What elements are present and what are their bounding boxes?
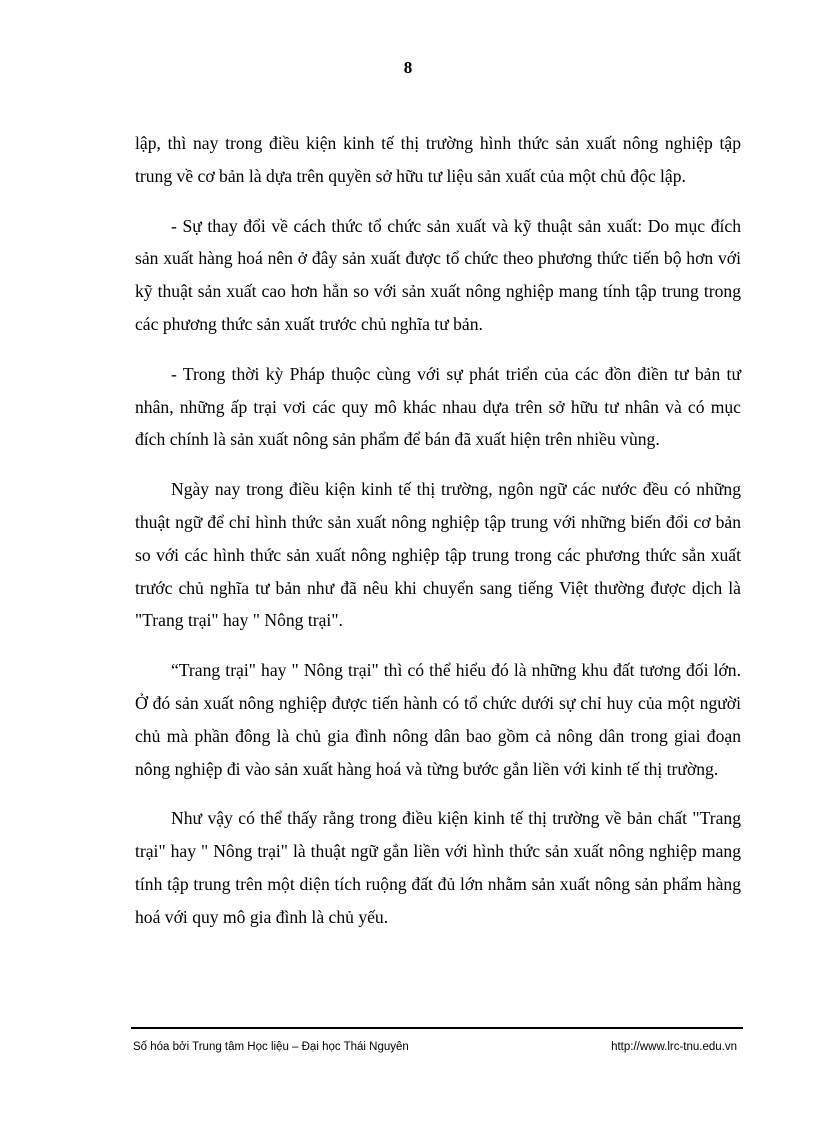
footer — [135, 1041, 741, 1053]
paragraph-6: Như vậy có thể thấy rằng trong điều kiện kinh tế thị trường về bản chất "Trang trại" hay " Nông trại" là thuật ngữ gắn liền với hình thức sản xuất nông nghiệp mang tính tập trung trên một diện tích ruộng đất đủ lớn nhằm sản xuất nông sản phẩm hàng hoá với quy mô gia đình là chủ yếu. — [135, 808, 741, 927]
footer-source-text: Số hóa bởi Trung tâm Học liệu – Đại học Thái Nguyên — [133, 1041, 409, 1053]
page-number: 8 — [403, 58, 413, 77]
paragraph-5: “Trang trại" hay " Nông trại" thì có thể hiểu đó là những khu đất tương đối lớn. Ở đó sản xuất nông nghiệp được tiến hành có tổ chức dưới sự chỉ huy của một người chủ mà phần đông là chủ gia đình nông dân bao gồm cả nông dân trong giai đoạn nông nghiệp đi vào sản xuất hàng hoá và từng bước gắn liền với kinh tế thị trường. — [135, 660, 741, 779]
paragraph-3: - Trong thời kỳ Pháp thuộc cùng với sự phát triển của các đồn điền tư bản tư nhân, những ấp trại vơi các quy mô khác nhau dựa trên sở hữu tư nhân và có mục đích chính là sản xuất nông sản phẩm để bán đã xuất hiện trên nhiều vùng. — [135, 363, 741, 450]
paragraph-1: lập, thì nay trong điều kiện kinh tế thị trường hình thức sản xuất nông nghiệp tập trung về cơ bản là dựa trên quyền sở hữu tư liệu sản xuất của một chủ độc lập. — [135, 133, 741, 186]
paragraph-2: - Sự thay đổi về cách thức tổ chức sản xuất và kỹ thuật sản xuất: Do mục đích sản xuất hàng hoá nên ở đây sản xuất được tổ chức theo phương thức tiến bộ hơn với kỹ thuật sản xuất cao hơn hẳn so với sản xuất nông nghiệp mang tính tập trung trong các phương thức sản xuất trước chủ nghĩa tư bản. — [135, 215, 741, 334]
document-body — [135, 127, 741, 951]
footer-url-link[interactable]: http://www.lrc-tnu.edu.vn — [611, 1041, 737, 1053]
paragraph-4: Ngày nay trong điều kiện kinh tế thị trường, ngôn ngữ các nước đều có những thuật ngữ để chỉ hình thức sản xuất nông nghiệp tập trung với những biến đổi cơ bản so với các hình thức sản xuất nông nghiệp tập trung trong các phương thức sẳn xuất trước chủ nghĩa tư bản như đã nêu khi chuyển sang tiếng Việt thường được dịch là "Trang trại" hay " Nông trại". — [135, 479, 741, 631]
footer-divider — [131, 1027, 743, 1029]
